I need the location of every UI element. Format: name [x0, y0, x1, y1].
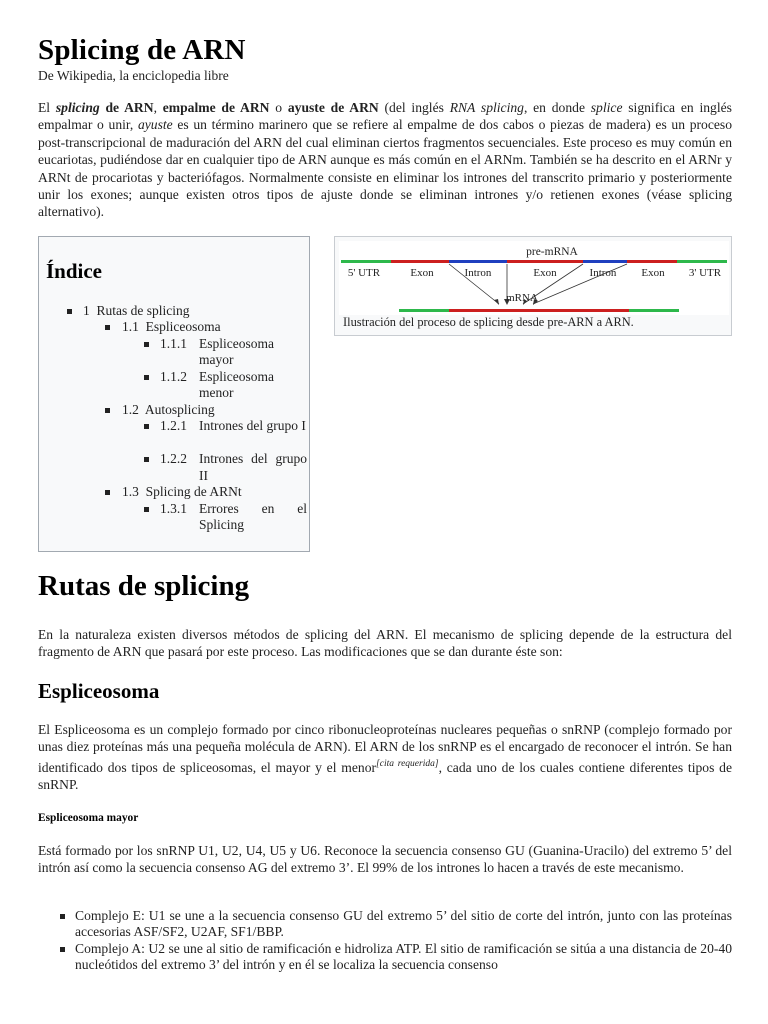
- section-heading-rutas: Rutas de splicing: [38, 570, 250, 602]
- toc-number: 1.2.1: [160, 418, 187, 433]
- toc-number: 1: [83, 303, 90, 318]
- toc-label[interactable]: Espliceosoma menor: [199, 368, 274, 400]
- segment-label: Intron: [464, 267, 492, 279]
- splicing-diagram: [339, 241, 729, 315]
- intro-paragraph: [38, 99, 732, 221]
- toc-label[interactable]: Intrones del grupo I: [199, 418, 306, 433]
- toc-item-1[interactable]: [39, 303, 311, 319]
- page-subtitle: De Wikipedia, la enciclopedia libre: [38, 68, 229, 83]
- arrowhead: [494, 299, 499, 305]
- espliceosoma-text: , cada uno de los cuales contiene diferentes tipos de snRNP.: [38, 759, 732, 793]
- intro-text: , en donde: [523, 100, 591, 115]
- toc-number: 1.3: [122, 484, 139, 499]
- toc-bullet: [105, 325, 110, 330]
- toc-number: 1.2.2: [160, 451, 187, 466]
- table-of-contents: [38, 236, 310, 552]
- list-item-text: Complejo A: U2 se une al sitio de ramificación e hidroliza ATP. El sitio de ramificación se sitúa a una distancia de 20-40 nucleótidos del extremo 3’ del intrón y en él se localiza la secuencia consenso: [75, 940, 732, 973]
- toc-label: Espliceosoma: [145, 319, 221, 334]
- segment-label: Intron: [589, 267, 617, 279]
- toc-bullet: [144, 375, 149, 380]
- intro-term-arn: de ARN: [99, 100, 154, 115]
- toc-number: 1.1: [122, 319, 139, 334]
- section-rutas-paragraph: En la naturaleza existen diversos métodos de splicing del ARN. El mecanismo de splicing depende de la estructura del fragmento de ARN que pasará por este proceso. Las modificaciones que se dan durante éste son:: [38, 627, 732, 660]
- complex-list: [38, 908, 732, 974]
- toc-bullet: [144, 507, 149, 512]
- toc-bullet: [105, 408, 110, 413]
- citation-needed-link[interactable]: [cita requerida]: [376, 758, 439, 769]
- toc-item-1-3-1[interactable]: [39, 501, 311, 534]
- exon1-bar: [391, 260, 449, 263]
- intro-term-splicing: splicing: [55, 100, 100, 115]
- splicing-diagram-svg: [339, 241, 729, 315]
- toc-number: 1.1.1: [160, 335, 187, 351]
- list-bullet: [60, 947, 65, 952]
- section-espliceosoma-paragraph: [38, 721, 732, 794]
- intro-term-empalme: empalme de ARN: [162, 100, 270, 115]
- page-title: Splicing de ARN: [38, 34, 246, 66]
- toc-label[interactable]: Espliceosoma mayor: [199, 335, 274, 367]
- exon2-bar: [507, 260, 583, 263]
- segment-label: Exon: [410, 267, 434, 279]
- intro-text: ,: [153, 100, 163, 115]
- mrna-exon-bar: [449, 309, 629, 312]
- toc-label: Autosplicing: [144, 401, 215, 417]
- intron2-bar: [583, 260, 627, 263]
- toc-bullet: [105, 490, 110, 495]
- segment-label: 3' UTR: [688, 267, 722, 279]
- intro-text: o: [269, 100, 288, 115]
- intro-text: es un término marinero que se refiere al empalme de dos cabos o piezas de madera) es un proceso post-transcripcional de maduración del ARN del cual eliminan ciertos fragmentos secuenciales. Este proceso es muy común en eucariotas, pudiéndose dar en cualquier tipo de ARN aunque es más común en el ARNm. También se ha descrito en el ARNr y ARNt de procariotas y bacteriófagos. Normalmente consiste en eliminar los intrones del transcrito primario y posteriormente unir los exones; aunque existen otros tipos de ajuste donde se eliminan intrones y/o retienen exones (véase splicing alternativo).: [38, 117, 732, 220]
- toc-item-1-1[interactable]: [39, 319, 311, 336]
- toc-item-1-2-1[interactable]: [39, 418, 311, 451]
- toc-bullet: [67, 309, 72, 314]
- toc-number: 1.2: [122, 401, 139, 417]
- toc-title: Índice: [46, 259, 103, 283]
- intro-term-ayuste-italic: ayuste: [137, 117, 173, 133]
- intro-text: (del inglés: [378, 100, 450, 115]
- utr3-bar: [677, 260, 727, 263]
- segment-label: Exon: [533, 267, 557, 279]
- toc-bullet: [144, 342, 149, 347]
- section-mayor-paragraph: Está formado por los snRNP U1, U2, U4, U5 y U6. Reconoce la secuencia consenso GU (Guanina-Uracilo) del extremo 5’ del intrón así como la secuencia consenso AG del extremo 3’. El 99% de los intrones lo hacen a través de este mecanismo.: [38, 843, 732, 876]
- toc-number: 1.1.2: [160, 368, 187, 384]
- toc-item-1-3[interactable]: [39, 484, 311, 501]
- section-heading-espliceosoma-mayor: Espliceosoma mayor: [38, 812, 139, 824]
- section-heading-espliceosoma: Espliceosoma: [38, 679, 160, 703]
- intro-term-rna-splicing: RNA splicing: [449, 100, 524, 115]
- toc-label: Rutas de splicing: [96, 303, 190, 318]
- figure-caption: Ilustración del proceso de splicing desde pre-ARN a ARN.: [343, 315, 634, 329]
- toc-list: [39, 303, 311, 534]
- toc-link[interactable]: [122, 319, 221, 336]
- toc-number: 1.3.1: [160, 500, 187, 516]
- toc-link[interactable]: [83, 303, 190, 320]
- espliceosoma-text: El Espliceosoma es un complejo formado por cinco ribonucleoproteínas nucleares pequeñas o snRNP (complejo formado por unas diez proteínas más una pequeña molécula de ARN). El ARN de los snRNP es el encargado de reconocer el intrón. Se han identificado dos tipos de spliceosomas, el mayor y el menor: [38, 722, 732, 775]
- toc-label[interactable]: Intrones del grupo II: [199, 451, 307, 483]
- toc-bullet: [144, 457, 149, 462]
- intro-term-ayuste: ayuste de ARN: [287, 100, 379, 115]
- utr5-bar: [341, 260, 391, 263]
- intron1-bar: [449, 260, 507, 263]
- toc-bullet: [144, 424, 149, 429]
- toc-item-1-2-2[interactable]: [39, 451, 311, 484]
- splicing-figure: [334, 236, 732, 336]
- toc-label[interactable]: Errores en el Splicing: [199, 500, 307, 532]
- list-item: [38, 941, 732, 974]
- intro-text: significa en inglés empalmar o unir,: [38, 100, 732, 133]
- toc-item-1-2[interactable]: [39, 402, 311, 419]
- toc-label: Splicing de ARNt: [145, 484, 242, 499]
- list-bullet: [60, 914, 65, 919]
- mrna-utr5-bar: [399, 309, 449, 312]
- toc-item-1-1-2[interactable]: [39, 369, 311, 402]
- toc-link[interactable]: [122, 484, 242, 501]
- toc-link[interactable]: [122, 402, 215, 419]
- segment-label: 5' UTR: [347, 267, 381, 279]
- toc-item-1-1-1[interactable]: [39, 336, 311, 369]
- segment-label: Exon: [641, 267, 665, 279]
- pre-mrna-label: pre-mRNA: [526, 246, 578, 258]
- list-item: [38, 908, 732, 941]
- intro-text: El: [38, 100, 56, 115]
- mrna-utr3-bar: [629, 309, 679, 312]
- intro-term-splice: splice: [590, 100, 623, 115]
- mrna-label: mRNA: [506, 292, 538, 304]
- list-item-text: Complejo E: U1 se une a la secuencia consenso GU del extremo 5’ del sitio de corte del intrón, junto con las proteínas accesorias ASF/SF2, U2AF, SF1/BBP.: [75, 908, 732, 940]
- exon3-bar: [627, 260, 677, 263]
